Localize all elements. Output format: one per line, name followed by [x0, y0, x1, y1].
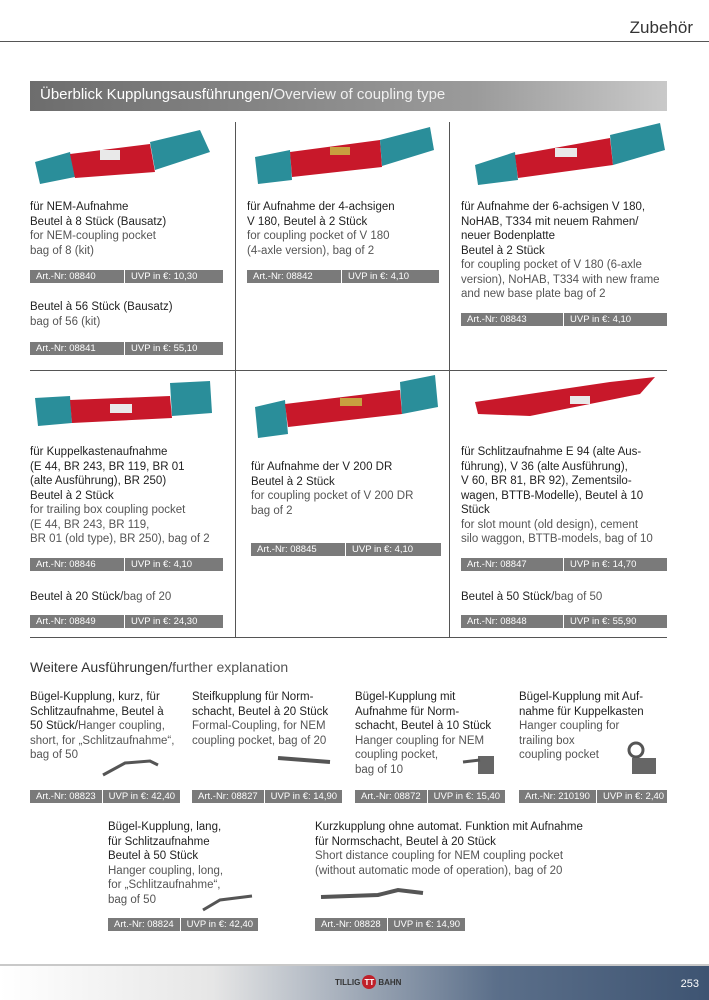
desc-de-line: Kurzkupplung ohne automat. Funktion mit Aufnahme — [315, 821, 583, 833]
desc-de-line: für NEM-Aufnahme — [30, 201, 129, 213]
desc-en-line: coupling pocket, — [355, 749, 439, 761]
desc-en-line: coupling pocket — [519, 749, 599, 761]
desc-de-line: führung), V 36 (alte Ausführung), — [461, 460, 628, 473]
desc-en-line: bag of 50 — [108, 893, 156, 906]
logo-mark: TT — [362, 975, 376, 989]
desc-en-line: short, for „Schlitzaufnahme“, — [30, 734, 175, 747]
coupling-image-08846 — [30, 378, 220, 438]
price-bar-08840 — [30, 270, 223, 283]
price-bar-08827 — [192, 790, 342, 803]
logo-text-right: BAHN — [378, 977, 402, 987]
article-number: Art.-Nr: 08849 — [30, 615, 125, 628]
desc-de-line: Beutel à 2 Stück — [30, 489, 114, 502]
article-number: Art.-Nr: 08840 — [30, 270, 125, 283]
desc-de-line: Bügel-Kupplung, lang, — [108, 821, 222, 833]
desc-de-line: für Kuppelkastenaufnahme — [30, 446, 168, 458]
desc-de-line: für Schlitzaufnahme — [108, 835, 210, 848]
desc-de-line: Beutel à 20 Stück — [30, 591, 121, 603]
article-number: Art.-Nr: 08846 — [30, 558, 125, 571]
desc-en-line: coupling pocket, bag of 20 — [192, 734, 327, 747]
desc-de-line: 50 Stück/ — [30, 720, 78, 732]
desc-en-line: Hanger coupling, — [77, 720, 165, 732]
price: UVP in €: 4,10 — [348, 271, 410, 282]
desc-de-line: Aufnahme für Norm- — [355, 705, 460, 718]
desc-en-line: for slot mount (old design), cement — [461, 518, 639, 531]
desc-en-line: bag of 56 (kit) — [30, 315, 101, 328]
price: UVP in €: 4,10 — [131, 559, 193, 570]
article-number: Art.-Nr: 08841 — [30, 342, 125, 355]
price-bar-08848 — [461, 615, 667, 628]
desc-de-line: Stück — [461, 504, 490, 516]
page-title: Zubehör — [629, 18, 693, 37]
page-header — [0, 0, 709, 42]
desc-de-line: für Schlitzaufnahme E 94 (alte Aus- — [461, 446, 642, 458]
coupling-image-08843 — [470, 120, 670, 190]
desc-en-line: (4-axle version), bag of 2 — [247, 244, 375, 257]
coupling-image-08872 — [460, 750, 505, 780]
desc-de-line: Bügel-Kupplung mit — [355, 691, 456, 703]
price: UVP in €: 14,90 — [270, 791, 338, 802]
coupling-image-08827 — [275, 750, 335, 770]
coupling-image-08842 — [250, 122, 440, 192]
product-08848: Beutel à 50 Stück/bag of 50 — [461, 591, 603, 603]
desc-de-line: neuer Bodenplatte — [461, 230, 555, 242]
desc-en-line: Hanger coupling, long, — [108, 864, 224, 877]
desc-de-line: schacht, Beutel à 10 Stück — [355, 720, 492, 732]
desc-en-line: for coupling pocket of V 180 (6-axle — [461, 259, 642, 271]
desc-de-line: V 60, BR 81, BR 92), Zementsilo- — [461, 475, 632, 487]
desc-de-line: Bügel-Kupplung, kurz, für — [30, 691, 160, 703]
desc-de-line: Beutel à 50 Stück — [461, 591, 552, 603]
desc-de-line: für Aufnahme der 6-achsigen V 180, — [461, 201, 646, 213]
desc-en-line: for „Schlitzaufnahme“, — [108, 879, 221, 891]
desc-en-line: for coupling pocket of V 200 DR — [251, 490, 414, 502]
desc-de-line: NoHAB, T334 mit neuem Rahmen/ — [461, 215, 639, 228]
product-08827 — [192, 690, 357, 748]
price: UVP in €: 24,30 — [131, 616, 198, 627]
product-08828 — [315, 820, 655, 878]
article-number: Art.-Nr: 08848 — [461, 615, 564, 628]
desc-de-line: Beutel à 8 Stück (Bausatz) — [30, 215, 167, 228]
price: UVP in €: 4,10 — [570, 314, 632, 325]
grid-divider — [30, 370, 667, 371]
desc-en-line: (E 44, BR 243, BR 119, — [30, 518, 150, 531]
coupling-image-08845 — [250, 372, 440, 442]
section-title-en: Overview of coupling type — [273, 86, 446, 103]
article-number: Art.-Nr: 08847 — [461, 558, 564, 571]
price-bar-08841 — [30, 342, 223, 355]
desc-en-line: and new base plate bag of 2 — [461, 288, 606, 300]
desc-de-line: wagen, BTTB-Modelle), Beutel à 10 — [461, 489, 644, 502]
desc-de-line: nahme für Kuppelkasten — [519, 705, 644, 718]
price-bar-08842 — [247, 270, 439, 283]
product-08843 — [461, 200, 671, 302]
desc-en-line: Hanger coupling for NEM — [355, 734, 485, 747]
desc-en-line: bag of 50 — [30, 749, 78, 761]
coupling-image-08840 — [30, 122, 220, 192]
desc-en-line: bag of 50 — [554, 591, 603, 603]
product-08849: Beutel à 20 Stück/bag of 20 — [30, 591, 172, 603]
desc-en-line: silo waggon, BTTB-models, bag of 10 — [461, 533, 653, 545]
price: UVP in €: 55,90 — [570, 616, 637, 627]
product-08845 — [251, 460, 446, 518]
desc-de-line: für Normschacht, Beutel à 20 Stück — [315, 835, 496, 848]
product-08846 — [30, 445, 235, 547]
coupling-image-210190 — [622, 740, 667, 780]
price-bar-08828 — [315, 918, 465, 931]
page-number: 253 — [680, 978, 699, 990]
desc-de-line: Beutel à 2 Stück — [461, 244, 545, 257]
further-heading: Weitere Ausführungen/further explanation — [30, 659, 289, 675]
desc-de-line: (E 44, BR 243, BR 119, BR 01 — [30, 460, 185, 473]
desc-en-line: for coupling pocket of V 180 — [247, 230, 390, 242]
price-bar-08845 — [251, 543, 441, 556]
price: UVP in €: 4,10 — [352, 544, 414, 555]
desc-en-line: bag of 8 (kit) — [30, 244, 94, 257]
desc-en-line: bag of 20 — [123, 591, 172, 603]
article-number: Art.-Nr: 210190 — [519, 790, 597, 803]
price-bar-08872 — [355, 790, 505, 803]
logo-text-left: TILLIG — [335, 977, 361, 987]
article-number: Art.-Nr: 08828 — [315, 918, 388, 931]
section-title-de: Überblick Kupplungsausführungen — [40, 86, 270, 103]
further-title-de: Weitere Ausführungen — [30, 659, 169, 675]
price: UVP in €: 42,40 — [108, 791, 176, 802]
section-title-bar: Überblick Kupplungsausführungen/Overview of coupling type — [30, 81, 667, 111]
desc-de-line: für Aufnahme der V 200 DR — [251, 461, 393, 473]
desc-de-line: Schlitzaufnahme, Beutel à — [30, 705, 164, 718]
price: UVP in €: 2,40 — [602, 791, 665, 802]
price-bar-08843 — [461, 313, 667, 326]
desc-en-line: for NEM-coupling pocket — [30, 230, 156, 242]
price-bar-210190 — [519, 790, 667, 803]
desc-en-line: (without automatic mode of operation), bag of 20 — [315, 864, 563, 877]
desc-de-line: Beutel à 56 Stück (Bausatz) — [30, 301, 173, 313]
price-bar-08849 — [30, 615, 223, 628]
desc-en-line: trailing box — [519, 734, 575, 747]
article-number: Art.-Nr: 08842 — [247, 270, 342, 283]
article-number: Art.-Nr: 08843 — [461, 313, 564, 326]
desc-de-line: für Aufnahme der 4-achsigen — [247, 201, 395, 213]
price: UVP in €: 42,40 — [186, 919, 254, 930]
coupling-image-08824 — [200, 890, 255, 915]
coupling-image-08828 — [318, 885, 428, 910]
desc-en-line: version), NoHAB, T334 with new frame — [461, 273, 660, 286]
price: UVP in €: 15,40 — [433, 791, 501, 802]
article-number: Art.-Nr: 08827 — [192, 790, 265, 803]
desc-en-line: BR 01 (old type), BR 250), bag of 2 — [30, 533, 210, 545]
product-08847 — [461, 445, 671, 547]
product-08841 — [30, 300, 230, 329]
desc-en-line: bag of 2 — [251, 504, 293, 517]
product-08823 — [30, 690, 190, 763]
desc-en-line: for trailing box coupling pocket — [30, 504, 186, 516]
desc-de-line: Beutel à 50 Stück — [108, 850, 199, 862]
desc-de-line: Beutel à 2 Stück — [251, 475, 335, 488]
price: UVP in €: 55,10 — [131, 343, 198, 354]
coupling-image-08847 — [470, 374, 660, 434]
grid-divider — [449, 122, 450, 637]
product-08840 — [30, 200, 230, 258]
price-bar-08823 — [30, 790, 180, 803]
further-title-en: further explanation — [172, 659, 289, 675]
article-number: Art.-Nr: 08823 — [30, 790, 103, 803]
desc-de-line: (alte Ausführung), BR 250) — [30, 475, 167, 487]
header-rule — [0, 41, 709, 42]
price-bar-08824 — [108, 918, 258, 931]
coupling-image-08823 — [100, 755, 160, 780]
desc-de-line: Bügel-Kupplung mit Auf- — [519, 691, 644, 703]
grid-divider — [235, 122, 236, 637]
desc-en-line: Short distance coupling for NEM coupling pocket — [315, 850, 564, 862]
price: UVP in €: 10,30 — [131, 271, 198, 282]
article-number: Art.-Nr: 08845 — [251, 543, 346, 556]
desc-en-line: bag of 10 — [355, 763, 403, 776]
desc-de-line: Steifkupplung für Norm- — [192, 691, 314, 703]
desc-de-line: schacht, Beutel à 20 Stück — [192, 705, 329, 718]
article-number: Art.-Nr: 08872 — [355, 790, 428, 803]
grid-divider — [30, 637, 667, 638]
price-bar-08846 — [30, 558, 223, 571]
brand-logo — [335, 975, 401, 989]
article-number: Art.-Nr: 08824 — [108, 918, 181, 931]
price: UVP in €: 14,90 — [393, 919, 461, 930]
desc-de-line: V 180, Beutel à 2 Stück — [247, 215, 368, 228]
desc-en-line: Hanger coupling for — [519, 720, 620, 732]
desc-en-line: Formal-Coupling, for NEM — [192, 720, 326, 732]
price: UVP in €: 14,70 — [570, 559, 637, 570]
product-08842 — [247, 200, 447, 258]
price-bar-08847 — [461, 558, 667, 571]
